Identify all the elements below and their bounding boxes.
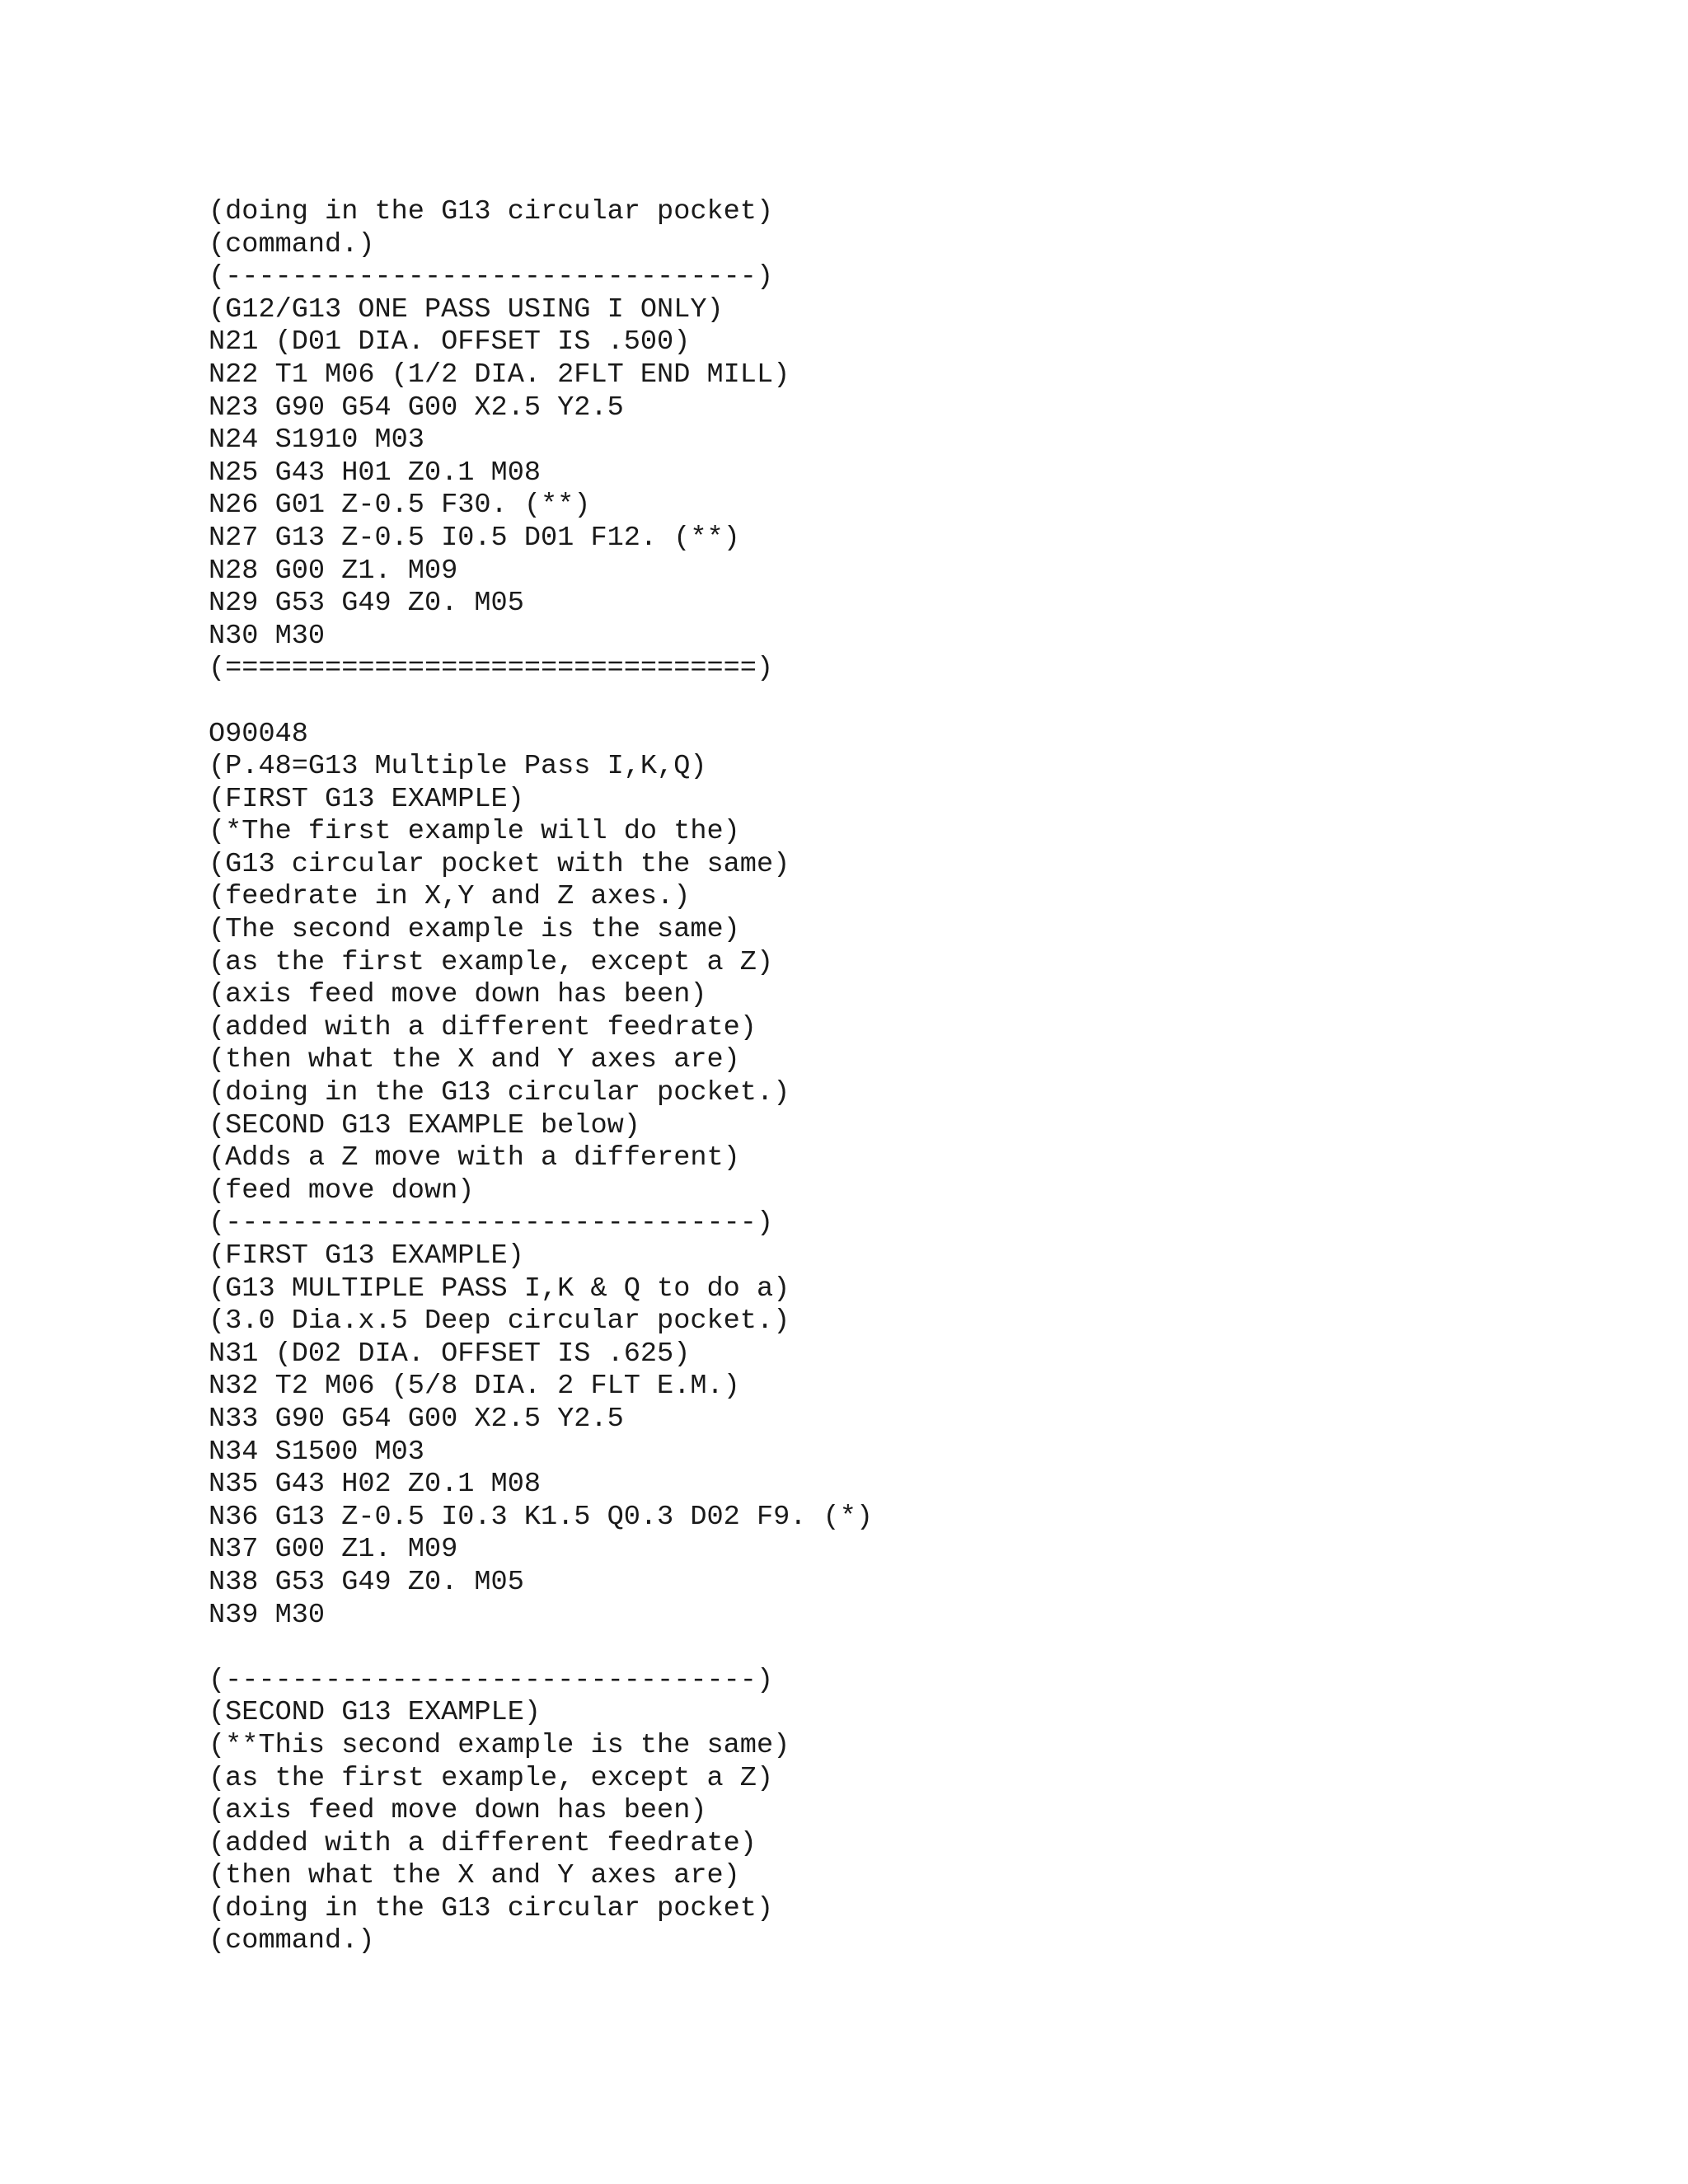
code-line: (axis feed move down has been) — [209, 979, 707, 1011]
code-line: (--------------------------------) — [209, 1207, 774, 1240]
code-line: N31 (D02 DIA. OFFSET IS .625) — [209, 1338, 691, 1370]
code-line: (doing in the G13 circular pocket) — [209, 196, 774, 227]
code-line: N23 G90 G54 G00 X2.5 Y2.5 — [209, 391, 624, 424]
code-line: N26 G01 Z-0.5 F30. (**) — [209, 490, 591, 522]
code-line: (================================) — [209, 653, 774, 685]
code-line: N28 G00 Z1. M09 — [209, 555, 458, 587]
code-line: (SECOND G13 EXAMPLE) — [209, 1697, 542, 1729]
code-line: N39 M30 — [209, 1599, 326, 1631]
code-line: N35 G43 H02 Z0.1 M08 — [209, 1469, 542, 1501]
code-line: (added with a different feedrate) — [209, 1011, 757, 1043]
code-line: (feedrate in X,Y and Z axes.) — [209, 881, 691, 913]
code-line: (G12/G13 ONE PASS USING I ONLY) — [209, 293, 724, 326]
code-line: N38 G53 G49 Z0. M05 — [209, 1566, 524, 1598]
code-line: (doing in the G13 circular pocket) — [209, 1892, 774, 1924]
code-line: (G13 circular pocket with the same) — [209, 848, 790, 880]
code-line: (Adds a Z move with a different) — [209, 1142, 740, 1174]
code-line: N36 G13 Z-0.5 I0.3 K1.5 Q0.3 D02 F9. (*) — [209, 1501, 874, 1533]
code-line: (as the first example, except a Z) — [209, 1762, 774, 1794]
code-line: N34 S1500 M03 — [209, 1436, 424, 1468]
code-line: (P.48=G13 Multiple Pass I,K,Q) — [209, 751, 707, 783]
gcode-listing — [209, 196, 873, 1958]
code-line: (*The first example will do the) — [209, 816, 740, 848]
code-line: (SECOND G13 EXAMPLE below) — [209, 1109, 640, 1141]
code-line: (added with a different feedrate) — [209, 1827, 757, 1859]
code-line: N21 (D01 DIA. OFFSET IS .500) — [209, 326, 691, 359]
code-line: (as the first example, except a Z) — [209, 946, 774, 978]
code-line: N25 G43 H01 Z0.1 M08 — [209, 457, 542, 489]
code-line: (axis feed move down has been) — [209, 1795, 707, 1827]
blank-line — [209, 686, 873, 719]
code-line: N32 T2 M06 (5/8 DIA. 2 FLT E.M.) — [209, 1371, 740, 1403]
code-line: (The second example is the same) — [209, 914, 740, 946]
code-line: (command.) — [209, 1925, 375, 1957]
code-line: (FIRST G13 EXAMPLE) — [209, 783, 524, 815]
code-line: N30 M30 — [209, 620, 326, 652]
code-line: (--------------------------------) — [209, 1664, 774, 1696]
code-line: (**This second example is the same) — [209, 1729, 790, 1761]
code-line: (FIRST G13 EXAMPLE) — [209, 1240, 524, 1272]
code-line: O90048 — [209, 718, 308, 750]
blank-line — [209, 1632, 873, 1665]
code-line: (G13 MULTIPLE PASS I,K & Q to do a) — [209, 1272, 790, 1305]
code-line: N33 G90 G54 G00 X2.5 Y2.5 — [209, 1403, 624, 1435]
code-line: N24 S1910 M03 — [209, 424, 424, 457]
code-line: (--------------------------------) — [209, 261, 774, 293]
code-line: (command.) — [209, 228, 375, 260]
code-line: (doing in the G13 circular pocket.) — [209, 1077, 790, 1109]
code-line: N37 G00 Z1. M09 — [209, 1534, 458, 1566]
code-line: (then what the X and Y axes are) — [209, 1044, 740, 1076]
code-line: (3.0 Dia.x.5 Deep circular pocket.) — [209, 1305, 790, 1338]
code-line: N27 G13 Z-0.5 I0.5 D01 F12. (**) — [209, 522, 740, 554]
code-line: (then what the X and Y axes are) — [209, 1860, 740, 1892]
code-line: N29 G53 G49 Z0. M05 — [209, 588, 524, 620]
code-line: N22 T1 M06 (1/2 DIA. 2FLT END MILL) — [209, 359, 790, 391]
code-line: (feed move down) — [209, 1174, 475, 1207]
